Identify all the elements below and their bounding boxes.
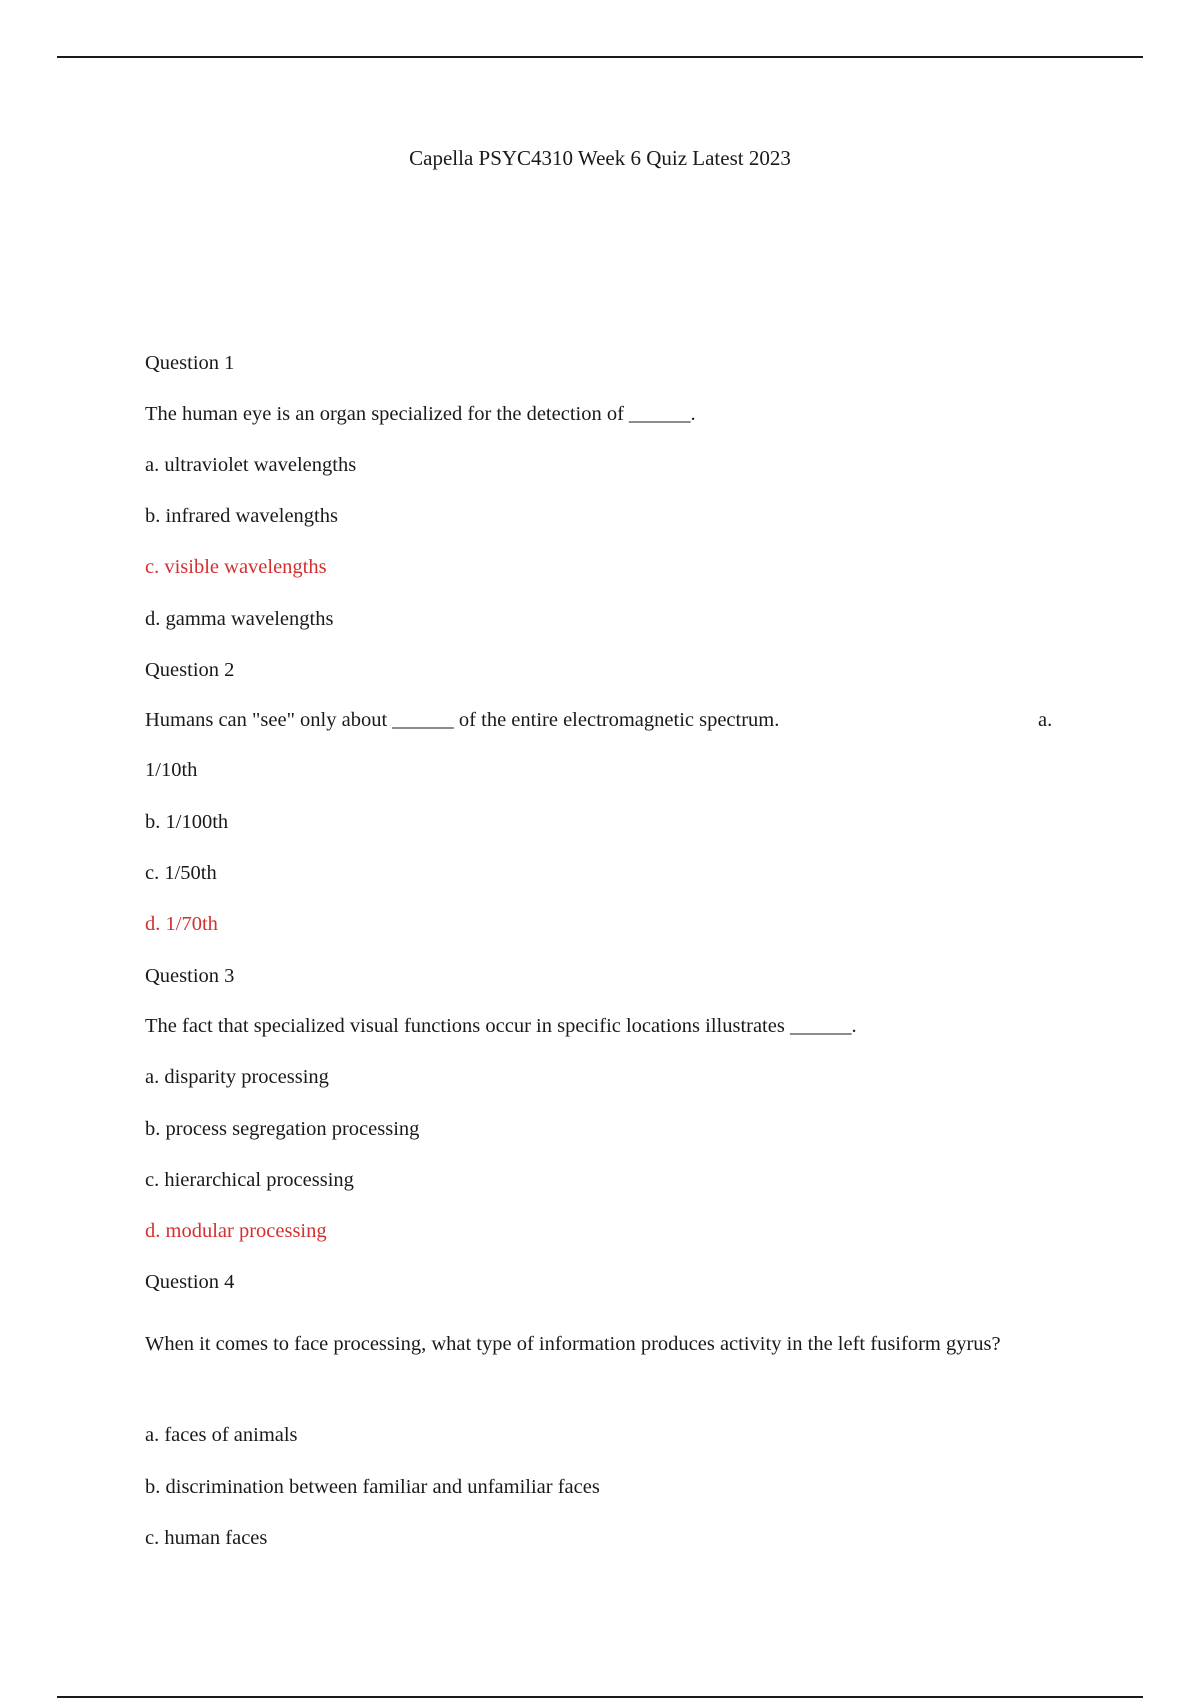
question-2-heading: Question 2 bbox=[145, 659, 235, 681]
question-1-option-d: d. gamma wavelengths bbox=[145, 608, 334, 630]
question-1-stem: The human eye is an organ specialized for the detection of ______. bbox=[145, 403, 696, 425]
question-2-option-c: c. 1/50th bbox=[145, 862, 217, 884]
question-3-option-a: a. disparity processing bbox=[145, 1066, 329, 1088]
question-2-option-a: 1/10th bbox=[145, 759, 198, 781]
document-title: Capella PSYC4310 Week 6 Quiz Latest 2023 bbox=[409, 146, 791, 170]
question-2-option-b: b. 1/100th bbox=[145, 811, 229, 833]
question-4-stem: When it comes to face processing, what type of information produces activity in the left fusiform gyrus? bbox=[145, 1333, 1001, 1355]
question-3-option-c: c. hierarchical processing bbox=[145, 1169, 354, 1191]
question-4-option-a: a. faces of animals bbox=[145, 1424, 298, 1446]
top-rule bbox=[57, 56, 1143, 58]
question-2-stem: Humans can "see" only about ______ of the entire electromagnetic spectrum. bbox=[145, 709, 780, 731]
question-1-option-a: a. ultraviolet wavelengths bbox=[145, 454, 357, 476]
question-3-stem: The fact that specialized visual functions occur in specific locations illustrates ______. bbox=[145, 1015, 857, 1037]
question-4-heading: Question 4 bbox=[145, 1271, 235, 1293]
question-3-heading: Question 3 bbox=[145, 965, 235, 987]
question-1-option-c-correct: c. visible wavelengths bbox=[145, 556, 327, 578]
question-1-option-b: b. infrared wavelengths bbox=[145, 505, 338, 527]
question-3-option-b: b. process segregation processing bbox=[145, 1118, 420, 1140]
question-1-heading: Question 1 bbox=[145, 352, 235, 374]
question-4-option-c: c. human faces bbox=[145, 1527, 268, 1549]
bottom-rule bbox=[57, 1696, 1143, 1698]
question-4-option-b: b. discrimination between familiar and unfamiliar faces bbox=[145, 1476, 600, 1498]
question-2-option-a-marker: a. bbox=[1038, 709, 1053, 731]
question-3-option-d-correct: d. modular processing bbox=[145, 1220, 327, 1242]
question-2-option-d-correct: d. 1/70th bbox=[145, 913, 218, 935]
